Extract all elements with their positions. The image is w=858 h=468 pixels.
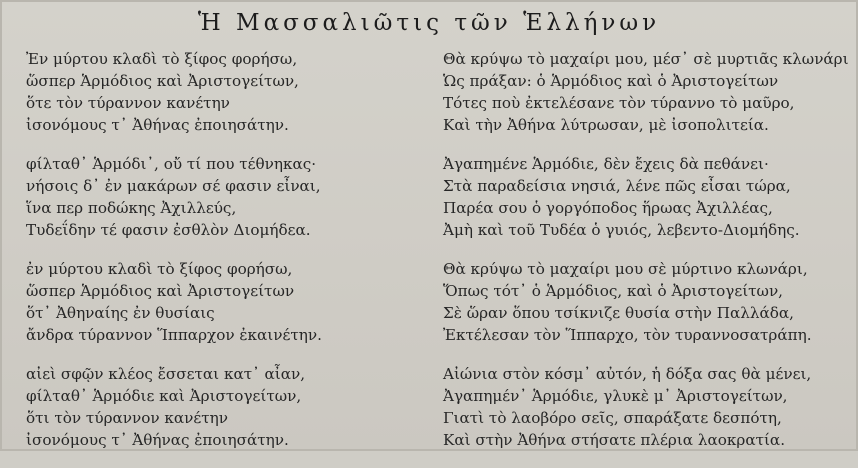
verse-line: Παρέα σου ὁ γοργόποδος ἥρωας Ἀχιλλέας, bbox=[443, 199, 773, 217]
verse-line: ὅτ᾽ Ἀθηναίης ἐν θυσίαις bbox=[26, 304, 215, 322]
stanza bbox=[26, 258, 426, 346]
verse-line: Στὰ παραδείσια νησιά, λένε πῶς εἶσαι τώρα, bbox=[443, 177, 791, 195]
verse-line: ὥσπερ Ἁρμόδιος καὶ Ἀριστογείτων, bbox=[26, 72, 299, 90]
verse-line: Σὲ ὥραν ὅπου τσίκνιζε θυσία στὴν Παλλάδα, bbox=[443, 304, 794, 322]
verse-line: ὅτε τὸν τύραννον κανέτην bbox=[26, 94, 230, 112]
stanza bbox=[26, 153, 426, 241]
verse-line: Καὶ στὴν Ἀθήνα στήσατε πλέρια λαοκρατία. bbox=[443, 431, 786, 449]
left-column-ancient-greek bbox=[26, 48, 426, 468]
stanza bbox=[443, 363, 843, 451]
verse-line: αἰεὶ σφῷν κλέος ἔσσεται κατ᾽ αἶαν, bbox=[26, 365, 306, 383]
verse-line: φίλταθ᾽ Ἁρμόδι᾽, οὔ τί που τέθνηκας· bbox=[26, 155, 317, 173]
verse-line: φίλταθ᾽ Ἁρμόδιε καὶ Ἀριστογείτων, bbox=[26, 387, 302, 405]
verse-line: Θὰ κρύψω τὸ μαχαίρι μου σὲ μύρτινο κλωνάρι, bbox=[443, 260, 808, 278]
verse-line: Ἀμὴ καὶ τοῦ Τυδέα ὁ γυιός, λεβεντο-Διομήδης. bbox=[443, 221, 800, 239]
stanza bbox=[443, 258, 843, 346]
poem-title: Ἡ Μασσαλιῶτις τῶν Ἑλλήνων bbox=[197, 10, 661, 36]
verse-line: Καὶ τὴν Ἀθήνα λύτρωσαν, μὲ ἰσοπολιτεία. bbox=[443, 116, 769, 134]
verse-line: Ἐκτέλεσαν τὸν Ἵππαρχο, τὸν τυραννοσατράπη. bbox=[443, 326, 812, 344]
verse-line: Ἀγαπημέν᾽ Ἁρμόδιε, γλυκὲ μ᾽ Ἀριστογείτων, bbox=[443, 387, 788, 405]
verse-line: Θὰ κρύψω τὸ μαχαίρι μου, μέσ᾽ σὲ μυρτιᾶς κλωνάρι bbox=[443, 50, 849, 68]
stanza bbox=[26, 363, 426, 451]
verse-line: ἵνα περ ποδώκης Ἀχιλλεύς, bbox=[26, 199, 237, 217]
verse-line: Γιατὶ τὸ λαοβόρο σεῖς, σπαράξατε δεσπότη, bbox=[443, 409, 782, 427]
stanza bbox=[26, 48, 426, 136]
verse-line: ὅτι τὸν τύραννον κανέτην bbox=[26, 409, 229, 427]
verse-line: Ἐν μύρτου κλαδὶ τὸ ξίφος φορήσω, bbox=[26, 50, 298, 68]
right-column-modern-greek bbox=[443, 48, 849, 468]
stanza bbox=[443, 48, 849, 136]
stanza bbox=[443, 153, 843, 241]
verse-line: ἰσονόμους τ᾽ Ἀθήνας ἐποιησάτην. bbox=[26, 431, 289, 449]
verse-line: νήσοις δ᾽ ἐν μακάρων σέ φασιν εἶναι, bbox=[26, 177, 321, 195]
verse-line: ἰσονόμους τ᾽ Ἀθήνας ἐποιησάτην. bbox=[26, 116, 289, 134]
verse-line: ἄνδρα τύραννον Ἵππαρχον ἐκαινέτην. bbox=[26, 326, 322, 344]
verse-line: Ἀγαπημένε Ἁρμόδιε, δὲν ἔχεις δὰ πεθάνει· bbox=[443, 155, 769, 173]
verse-line: Τότες ποὺ ἐκτελέσανε τὸν τύραννο τὸ μαῦρο, bbox=[443, 94, 795, 112]
verse-line: Τυδεΐδην τέ φασιν ἐσθλὸν Διομήδεα. bbox=[26, 221, 311, 239]
verse-line: Ὡς πράξαν: ὁ Ἁρμόδιος καὶ ὁ Ἀριστογείτων bbox=[443, 72, 779, 90]
verse-line: ἐν μύρτου κλαδὶ τὸ ξίφος φορήσω, bbox=[26, 260, 293, 278]
verse-line: Αἰώνια στὸν κόσμ᾽ αὐτόν, ἡ δόξα σας θὰ μένει, bbox=[443, 365, 812, 383]
verse-line: ὥσπερ Ἁρμόδιος καὶ Ἀριστογείτων bbox=[26, 282, 295, 300]
verse-line: Ὅπως τότ᾽ ὁ Ἁρμόδιος, καὶ ὁ Ἀριστογείτων, bbox=[443, 282, 784, 300]
